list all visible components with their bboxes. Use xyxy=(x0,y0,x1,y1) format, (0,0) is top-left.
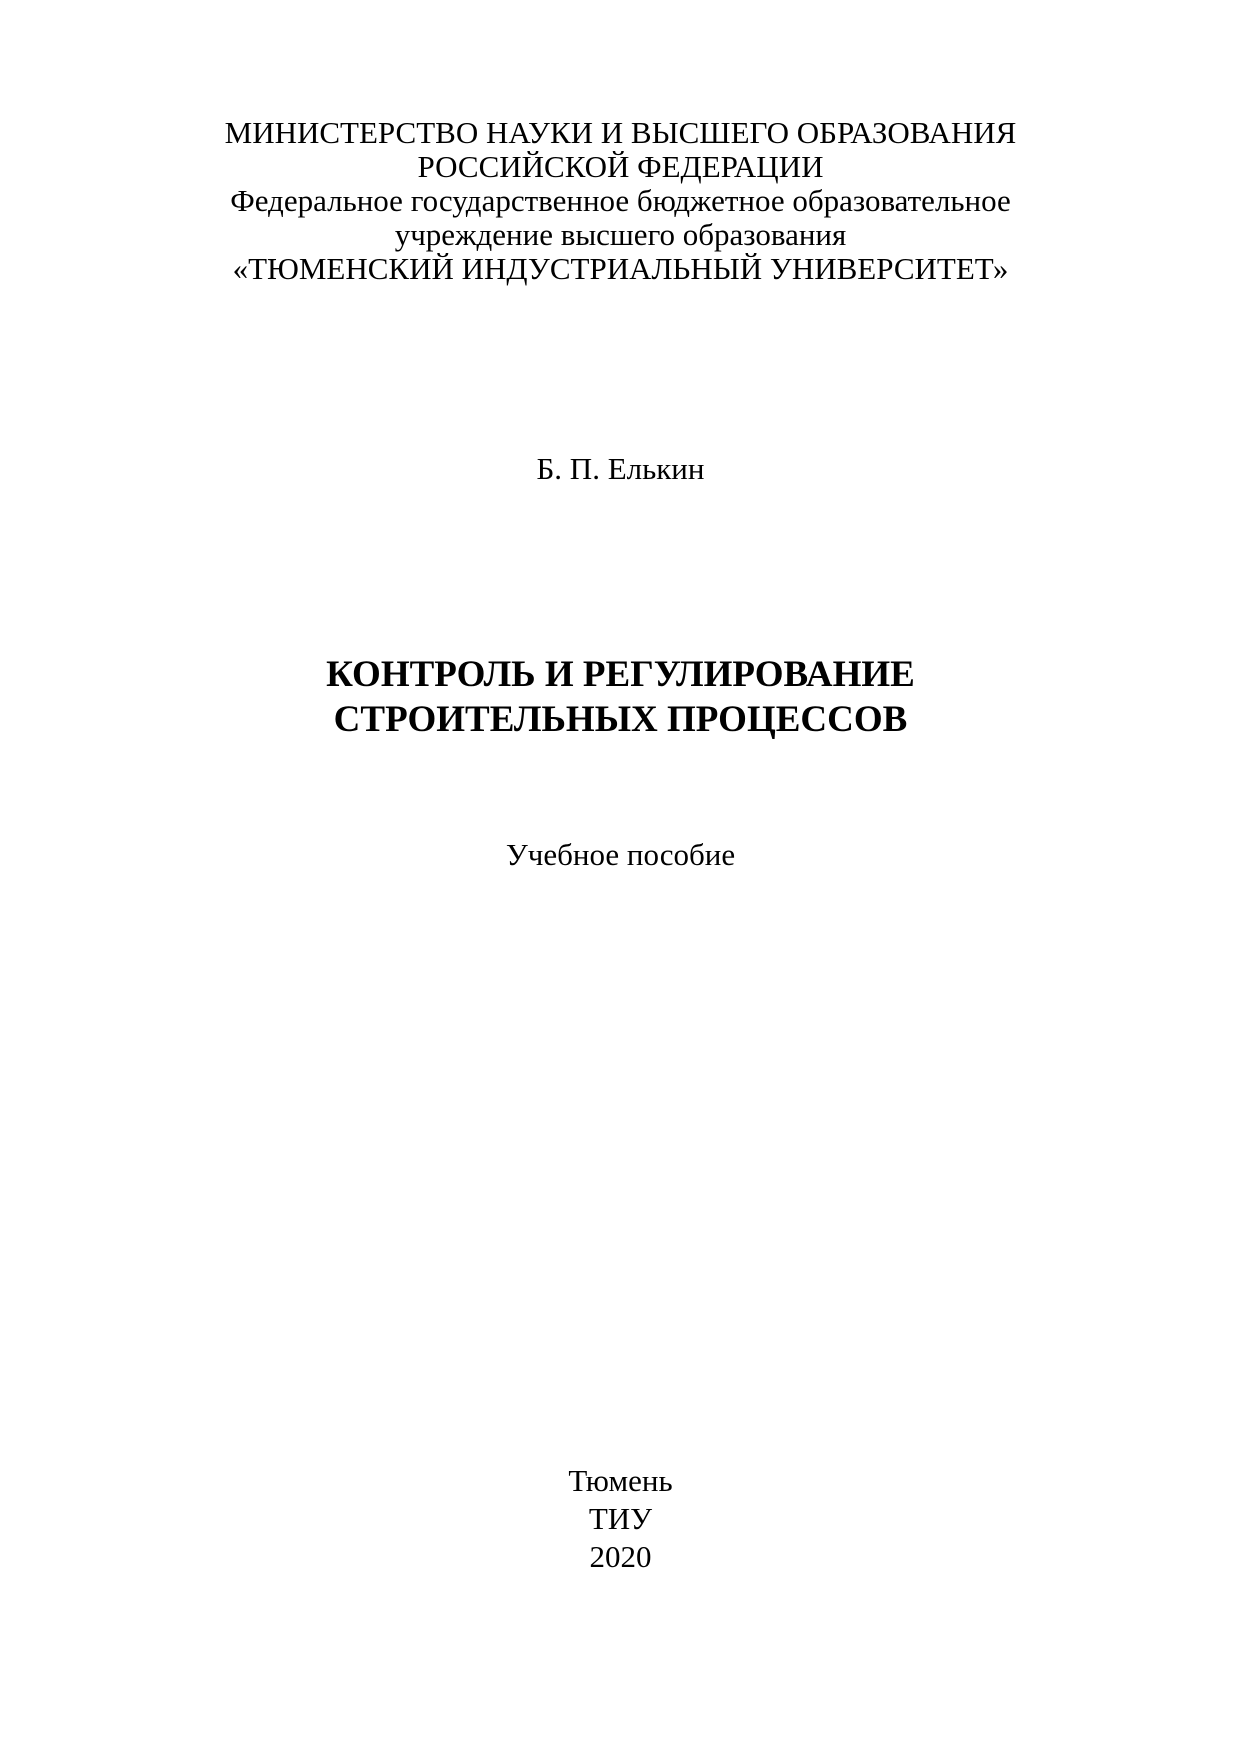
institution-type-line-1: Федеральное государственное бюджетное образовательное xyxy=(230,183,1011,218)
publication-type-block xyxy=(0,838,1241,872)
book-title-line-2: СТРОИТЕЛЬНЫХ ПРОЦЕССОВ xyxy=(333,699,908,740)
book-title-line-1: КОНТРОЛЬ И РЕГУЛИРОВАНИЕ xyxy=(326,654,915,695)
author-name: Б. П. Елькин xyxy=(536,451,705,486)
ministry-line-2: РОССИЙСКОЙ ФЕДЕРАЦИИ xyxy=(417,149,824,184)
imprint-year: 2020 xyxy=(589,1539,652,1574)
institution-type-line-2: учреждение высшего образования xyxy=(394,217,847,252)
author-block xyxy=(0,452,1241,486)
ministry-line-1: МИНИСТЕРСТВО НАУКИ И ВЫСШЕГО ОБРАЗОВАНИЯ xyxy=(224,115,1017,150)
book-title xyxy=(0,652,1241,742)
university-name: «ТЮМЕНСКИЙ ИНДУСТРИАЛЬНЫЙ УНИВЕРСИТЕТ» xyxy=(232,251,1009,286)
publication-type: Учебное пособие xyxy=(505,837,736,872)
institution-header xyxy=(0,116,1241,286)
imprint-publisher: ТИУ xyxy=(588,1501,653,1536)
imprint-city: Тюмень xyxy=(568,1463,673,1498)
imprint-block xyxy=(0,1462,1241,1576)
